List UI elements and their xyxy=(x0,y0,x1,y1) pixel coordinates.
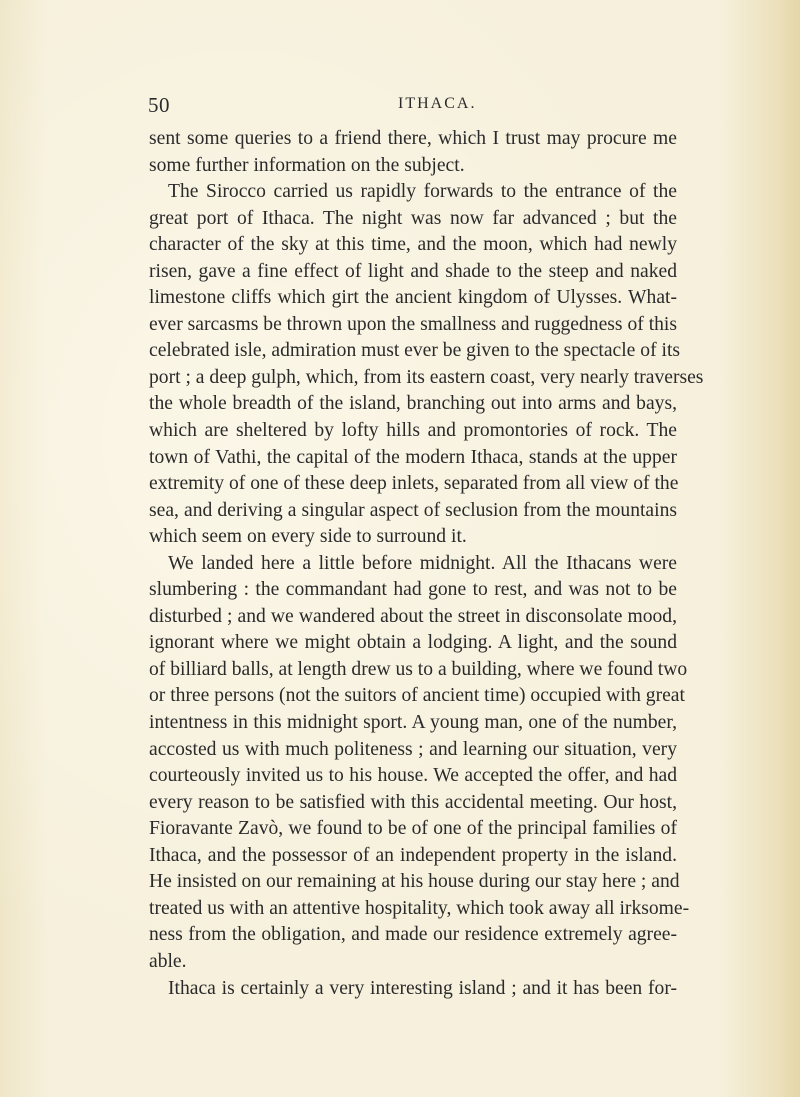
text-line: ignorant where we might obtain a lodging. A light, and the sound xyxy=(149,632,677,654)
text-line: courteously invited us to his house. We accepted the offer, and had xyxy=(149,765,677,787)
page-number: 50 xyxy=(148,93,170,117)
text-line: great port of Ithaca. The night was now far advanced ; but the xyxy=(149,207,677,229)
text-line: which are sheltered by lofty hills and promontories of rock. The xyxy=(149,420,677,442)
text-line: town of Vathi, the capital of the modern Ithaca, stands at the upper xyxy=(149,446,677,468)
text-line: intentness in this midnight sport. A young man, one of the number, xyxy=(149,712,677,734)
text-line: Fioravante Zavò, we found to be of one of the principal families of xyxy=(149,818,677,840)
text-line: ness from the obligation, and made our residence extremely agree- xyxy=(149,924,677,946)
text-line: disturbed ; and we wandered about the street in disconsolate mood, xyxy=(149,605,677,627)
text-line: every reason to be satisfied with this accidental meeting. Our host, xyxy=(149,791,677,813)
text-line: He insisted on our remaining at his house during our stay here ; and xyxy=(149,871,680,893)
text-line: ever sarcasms be thrown upon the smallness and ruggedness of this xyxy=(149,313,677,335)
text-line: treated us with an attentive hospitality, which took away all irksome- xyxy=(149,897,690,919)
text-line: able. xyxy=(149,950,187,972)
text-line: accosted us with much politeness ; and learning our situation, very xyxy=(149,738,677,760)
text-line: slumbering : the commandant had gone to rest, and was not to be xyxy=(149,579,677,601)
text-line: sent some queries to a friend there, which I trust may procure me xyxy=(149,128,677,149)
page-header xyxy=(0,93,800,119)
text-line: the whole breadth of the island, branching out into arms and bays, xyxy=(149,393,677,415)
text-line: of billiard balls, at length drew us to a building, where we found two xyxy=(149,658,688,680)
text-line: port ; a deep gulph, which, from its eastern coast, very nearly traverses xyxy=(149,366,704,388)
text-line: character of the sky at this time, and the moon, which had newly xyxy=(149,234,677,256)
text-line: Ithaca, and the possessor of an independent property in the island. xyxy=(149,844,677,866)
running-title: ITHACA. xyxy=(398,95,477,112)
text-line: some further information on the subject. xyxy=(149,154,465,176)
text-line: or three persons (not the suitors of ancient time) occupied with great xyxy=(149,685,685,707)
text-line: We landed here a little before midnight. All the Ithacans were xyxy=(168,552,677,574)
text-line: limestone cliffs which girt the ancient kingdom of Ulysses. What- xyxy=(149,287,677,309)
text-line: Ithaca is certainly a very interesting island ; and it has been for- xyxy=(168,977,677,999)
body-text xyxy=(149,126,704,1002)
text-line: celebrated isle, admiration must ever be given to the spectacle of its xyxy=(149,340,681,362)
text-line: risen, gave a fine effect of light and shade to the steep and naked xyxy=(149,260,677,282)
text-line: The Sirocco carried us rapidly forwards to the entrance of the xyxy=(168,181,677,203)
text-line: which seem on every side to surround it. xyxy=(149,526,467,548)
text-line: extremity of one of these deep inlets, separated from all view of the xyxy=(149,473,679,495)
text-line: sea, and deriving a singular aspect of seclusion from the mountains xyxy=(149,499,677,521)
